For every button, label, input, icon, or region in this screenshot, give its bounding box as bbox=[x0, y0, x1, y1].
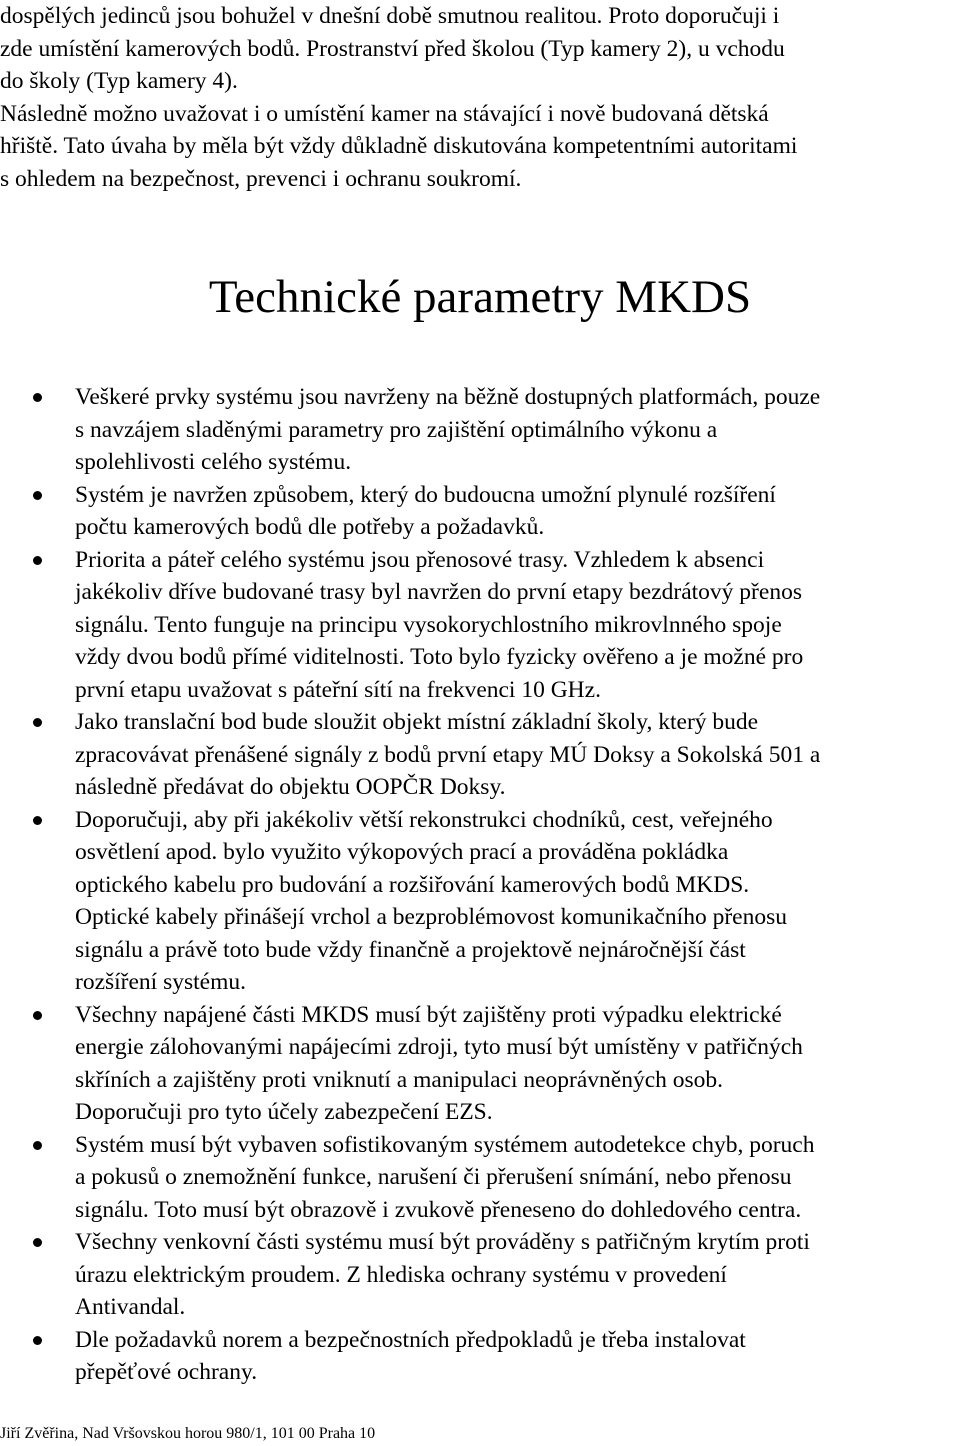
list-item-line: Optické kabely přinášejí vrchol a bezproblémovost komunikačního přenosu bbox=[75, 904, 787, 930]
list-item-line: úrazu elektrickým proudem. Z hlediska ochrany systému v provedení bbox=[75, 1261, 727, 1288]
bullet-icon bbox=[33, 816, 42, 825]
list-item-line: energie zálohovanými napájecími zdroji, tyto musí být umístěny v patřičných bbox=[75, 1034, 803, 1060]
list-item-line: zpracovávat přenášené signály z bodů první etapy MÚ Doksy a Sokolská 501 a bbox=[75, 741, 821, 768]
list-item-line: Priorita a páteř celého systému jsou přenosové trasy. Vzhledem k absenci bbox=[75, 546, 765, 573]
list-item-line: spolehlivosti celého systému. bbox=[75, 449, 352, 475]
bullet-list bbox=[0, 381, 960, 1389]
list-item-line: Dle požadavků norem a bezpečnostních předpokladů je třeba instalovat bbox=[75, 1326, 746, 1353]
bullet-icon bbox=[33, 393, 42, 402]
intro-line: do školy (Typ kamery 4). bbox=[0, 68, 238, 94]
list-item-line: Jako translační bod bude sloužit objekt místní základní školy, který bude bbox=[75, 709, 759, 735]
list-item-line: Veškeré prvky systému jsou navrženy na běžně dostupných platformách, pouze bbox=[75, 384, 821, 410]
list-item bbox=[0, 804, 960, 999]
bullet-icon bbox=[33, 1011, 42, 1020]
intro-line: hřiště. Tato úvaha by měla být vždy důkladně diskutována kompetentními autoritami bbox=[0, 133, 798, 159]
list-item bbox=[0, 999, 960, 1129]
list-item-line: Doporučuji pro tyto účely zabezpečení EZS. bbox=[75, 1099, 493, 1125]
intro-line: s ohledem na bezpečnost, prevenci i ochranu soukromí. bbox=[0, 165, 522, 192]
list-item-line: rozšíření systému. bbox=[75, 969, 246, 995]
bullet-icon bbox=[33, 1238, 42, 1247]
list-item-line: vždy dvou bodů přímé viditelnosti. Toto bylo fyzicky ověřeno a je možné pro bbox=[75, 644, 804, 670]
list-item-line: signálu. Toto musí být obrazově i zvukově přeneseno do dohledového centra. bbox=[75, 1196, 802, 1223]
list-item-line: přepěťové ochrany. bbox=[75, 1359, 258, 1385]
list-item-line: a pokusů o znemožnění funkce, narušení či přerušení snímání, nebo přenosu bbox=[75, 1164, 792, 1190]
list-item-line: počtu kamerových bodů dle potřeby a požadavků. bbox=[75, 514, 545, 540]
intro-line: Následně možno uvažovat i o umístění kamer na stávající i nově budovaná dětská bbox=[0, 100, 769, 127]
page-footer: Jiří Zvěřina, Nad Vršovskou horou 980/1, 101 00 Praha 10 bbox=[0, 1425, 376, 1442]
list-item-line: Doporučuji, aby při jakékoliv větší rekonstrukci chodníků, cest, veřejného bbox=[75, 806, 773, 833]
list-item-line: první etapu uvažovat s páteřní sítí na frekvenci 10 GHz. bbox=[75, 676, 601, 703]
list-item-line: jakékoliv dříve budované trasy byl navržen do první etapy bezdrátový přenos bbox=[75, 579, 802, 605]
list-item-line: osvětlení apod. bylo využito výkopových prací a prováděna pokládka bbox=[75, 839, 729, 865]
list-item bbox=[0, 1324, 960, 1389]
list-item bbox=[0, 1129, 960, 1227]
list-item-line: signálu a právě toto bude vždy finančně a projektově nejnáročnější část bbox=[75, 936, 746, 963]
list-item-line: Systém musí být vybaven sofistikovaným systémem autodetekce chyb, poruch bbox=[75, 1131, 815, 1158]
bullet-icon bbox=[33, 491, 42, 500]
list-item-line: následně předávat do objektu OOPČR Doksy. bbox=[75, 774, 506, 800]
intro-line: dospělých jedinců jsou bohužel v dnešní době smutnou realitou. Proto doporučuji i bbox=[0, 3, 780, 29]
bullet-icon bbox=[33, 1141, 42, 1150]
list-item-line: Antivandal. bbox=[75, 1294, 186, 1320]
intro-line: zde umístění kamerových bodů. Prostranství před školou (Typ kamery 2), u vchodu bbox=[0, 35, 785, 62]
list-item bbox=[0, 544, 960, 707]
list-item-line: Všechny napájené části MKDS musí být zajištěny proti výpadku elektrické bbox=[75, 1001, 782, 1028]
list-item-line: s navzájem sladěnými parametry pro zajištění optimálního výkonu a bbox=[75, 416, 718, 443]
list-item-line: optického kabelu pro budování a rozšiřování kamerových bodů MKDS. bbox=[75, 871, 750, 898]
list-item-line: signálu. Tento funguje na principu vysokorychlostního mikrovlnného spoje bbox=[75, 611, 782, 638]
list-item-line: Všechny venkovní části systému musí být prováděny s patřičným krytím proti bbox=[75, 1229, 810, 1255]
list-item-line: skříních a zajištěny proti vniknutí a manipulaci neoprávněných osob. bbox=[75, 1066, 724, 1093]
list-item-line: Systém je navržen způsobem, který do budoucna umožní plynulé rozšíření bbox=[75, 481, 776, 508]
list-item bbox=[0, 381, 960, 479]
bullet-icon bbox=[33, 718, 42, 727]
bullet-icon bbox=[33, 556, 42, 565]
list-item bbox=[0, 479, 960, 544]
section-heading: Technické parametry MKDS bbox=[208, 271, 752, 323]
intro-paragraph bbox=[0, 0, 960, 195]
list-item bbox=[0, 706, 960, 804]
list-item bbox=[0, 1226, 960, 1324]
bullet-icon bbox=[33, 1336, 42, 1345]
